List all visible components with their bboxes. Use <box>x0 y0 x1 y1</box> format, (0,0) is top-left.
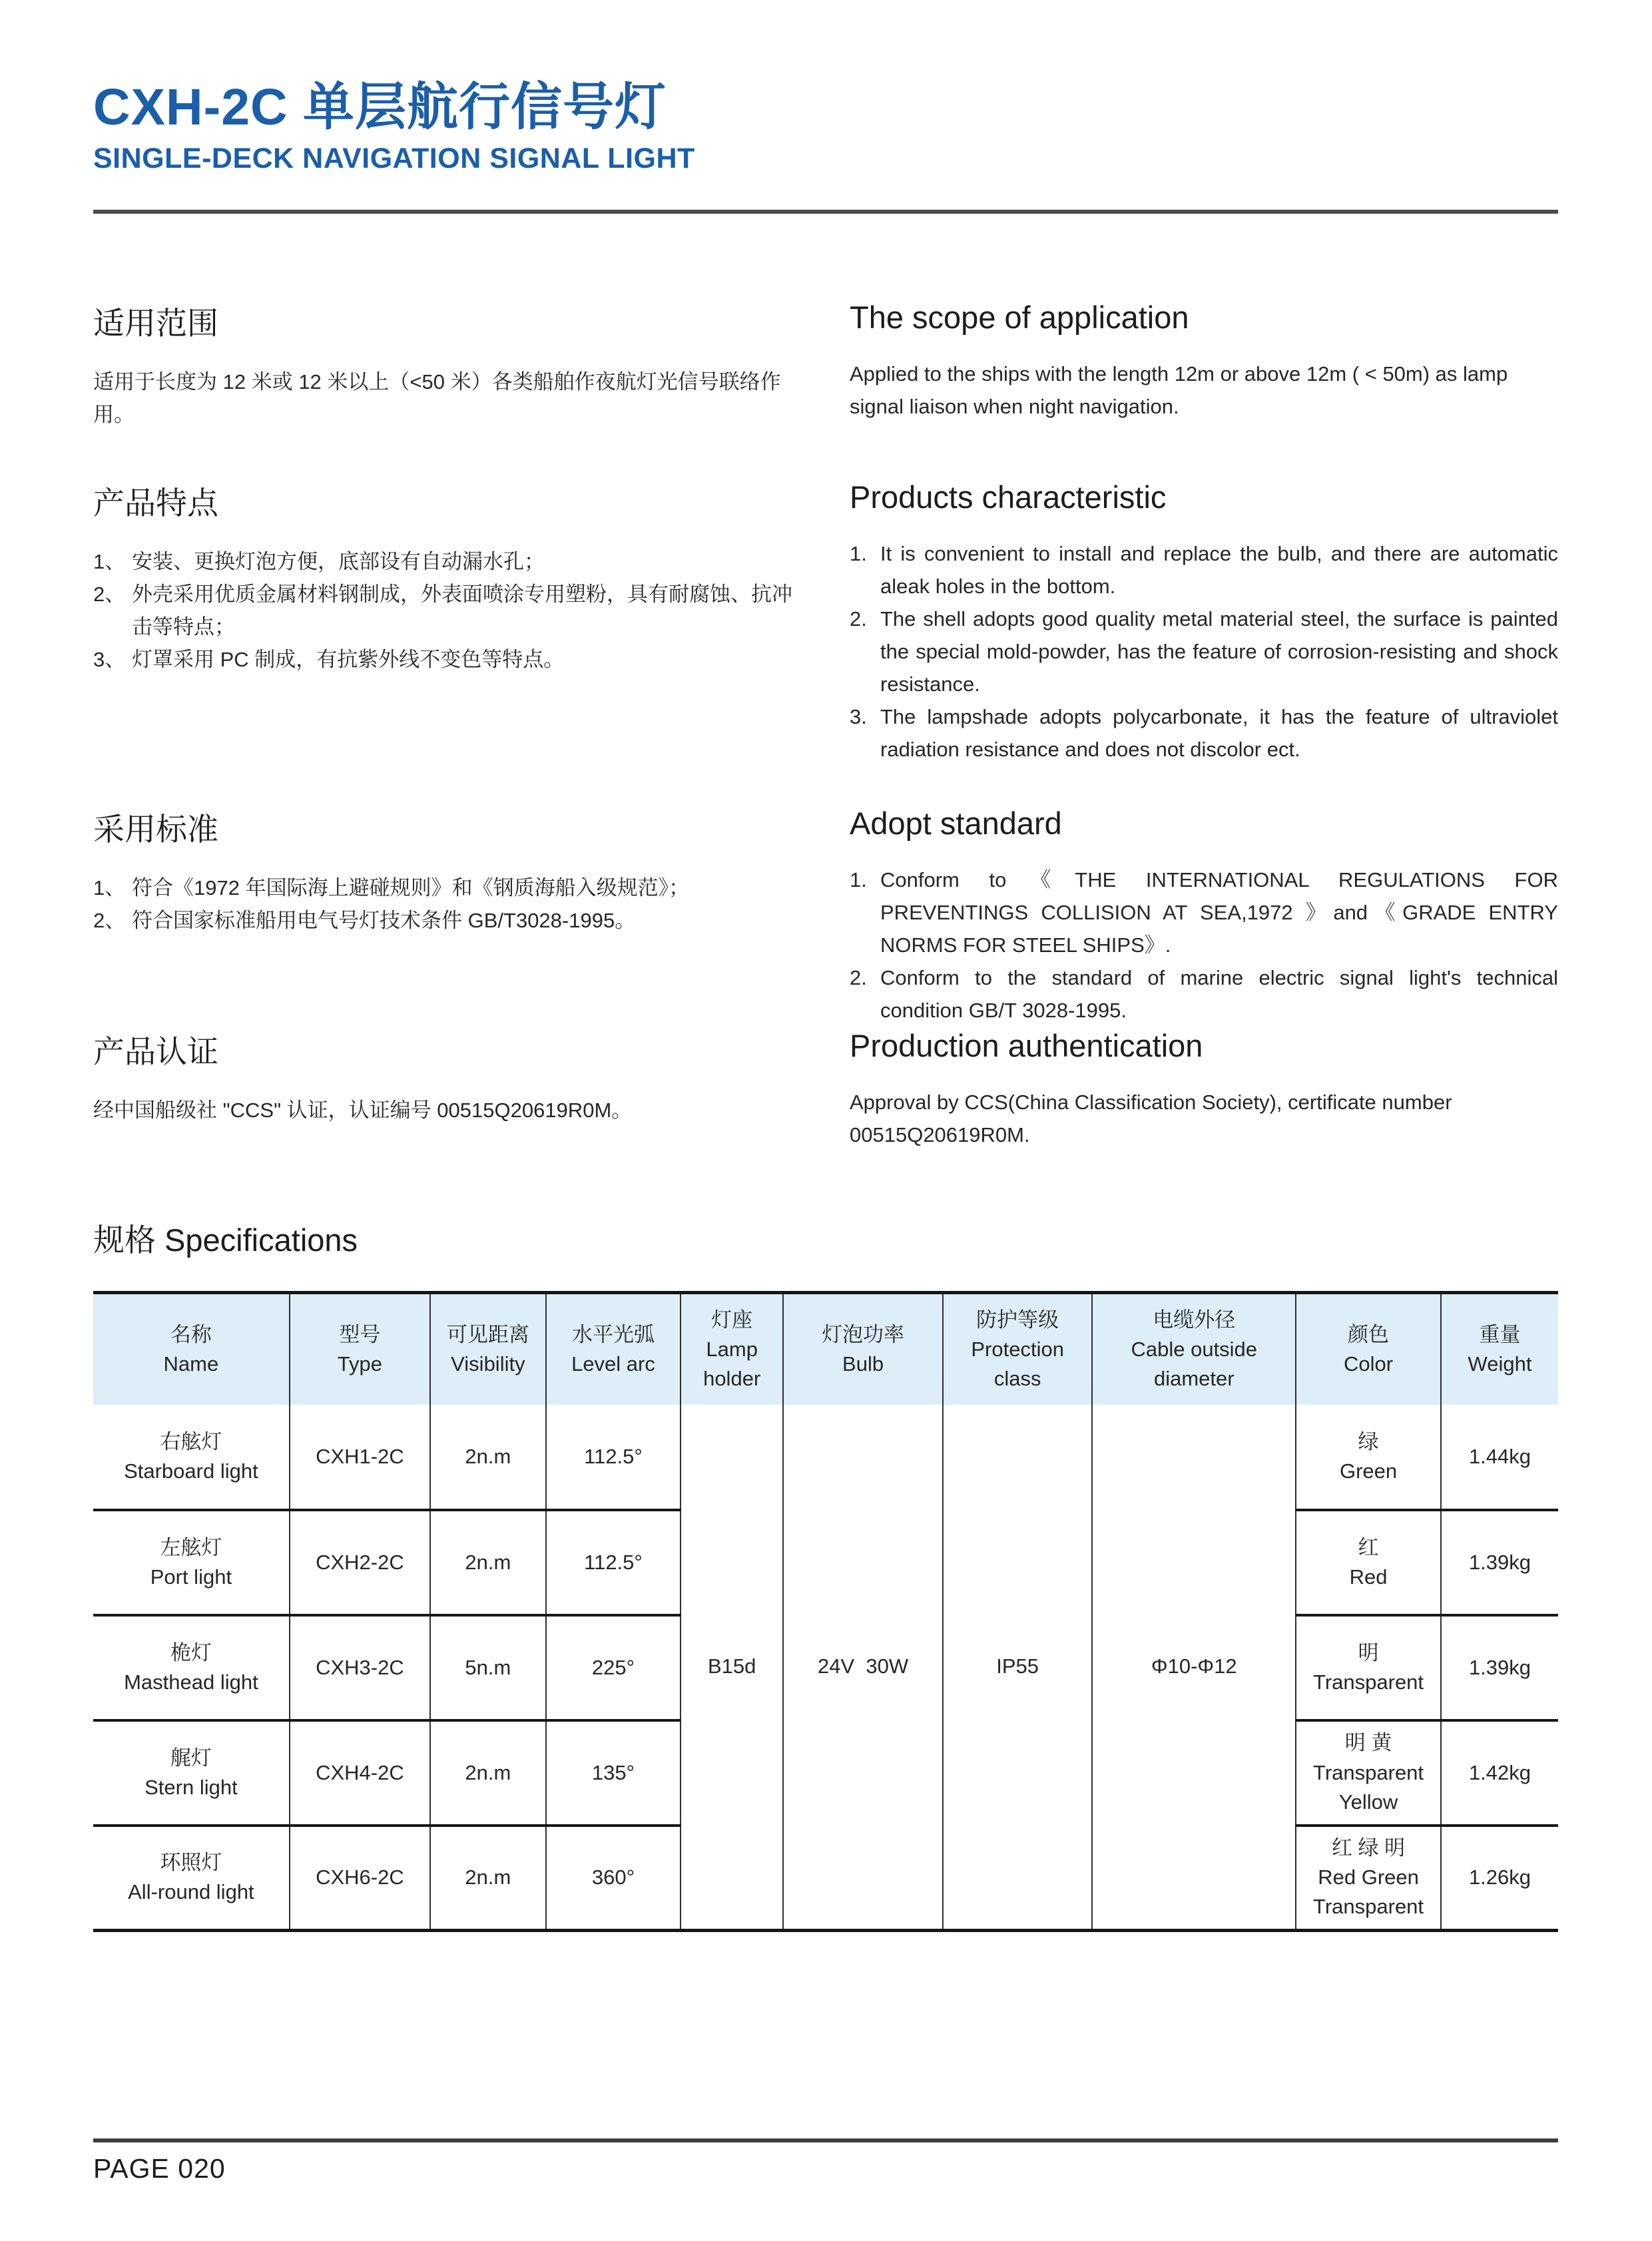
header-color-en: Color <box>1344 1352 1394 1375</box>
header-type-cn: 型号 <box>339 1322 381 1346</box>
header-protection-cn: 防护等级 <box>976 1308 1059 1332</box>
section-standard-cn <box>93 805 802 1027</box>
list-item <box>93 546 802 579</box>
list-item <box>850 538 1558 603</box>
scope-heading-en: The scope of application <box>850 300 1189 336</box>
page-footer <box>93 2138 1558 2184</box>
list-marker: 2. <box>850 966 867 990</box>
cell-name-en: Masthead light <box>124 1670 258 1694</box>
header-lamp-holder-en: Lamp holder <box>703 1337 761 1390</box>
header-bulb <box>783 1293 943 1405</box>
section-specifications <box>93 1216 1558 1932</box>
header-lamp-holder <box>681 1293 783 1405</box>
cell-color-en: Transparent Yellow <box>1313 1760 1424 1814</box>
cell-weight: 1.39kg <box>1441 1615 1558 1720</box>
header-visibility-cn: 可见距离 <box>446 1322 529 1346</box>
cell-type: CXH1-2C <box>290 1405 430 1510</box>
cell-name-cn: 右舷灯 <box>160 1429 222 1453</box>
cell-weight: 1.44kg <box>1468 1444 1531 1468</box>
list-item <box>850 864 1558 962</box>
header-cable <box>1092 1293 1296 1405</box>
features-heading-cn: 产品特点 <box>93 485 218 521</box>
list-marker: 3、 <box>93 648 126 672</box>
page-number: PAGE 020 <box>93 2153 226 2184</box>
standard-heading-en: Adopt standard <box>850 806 1062 842</box>
cell-color <box>1296 1615 1441 1720</box>
cell-visibility: 2n.m <box>430 1405 546 1510</box>
cell-color <box>1296 1826 1441 1931</box>
cell-name <box>93 1405 290 1510</box>
cell-type: CXH3-2C <box>290 1615 430 1720</box>
cell-name-en: Starboard light <box>124 1459 258 1483</box>
header-level-arc-cn: 水平光弧 <box>571 1322 655 1346</box>
cell-type: CXH6-2C <box>290 1826 430 1931</box>
cell-visibility: 2n.m <box>430 1510 546 1615</box>
page-title: CXH-2C 单层航行信号灯 <box>93 79 667 136</box>
list-text: It is convenient to install and replace the bulb, and there are automatic aleak holes in the bottom. <box>880 542 1558 599</box>
cell-color-en: Green <box>1339 1459 1398 1483</box>
cell-color-cn: 明 <box>1358 1640 1379 1664</box>
cell-level-arc: 112.5° <box>546 1405 681 1510</box>
list-text: 外壳采用优质金属材料钢制成，外表面喷涂专用塑粉，具有耐腐蚀、抗冲击等特点； <box>132 583 792 639</box>
cell-protection: IP55 <box>943 1405 1092 1931</box>
list-marker: 1. <box>850 542 867 566</box>
cell-color-cn: 红 <box>1358 1535 1379 1559</box>
header-bulb-en: Bulb <box>842 1352 884 1375</box>
section-scope-cn <box>93 299 802 479</box>
cell-weight: 1.39kg <box>1441 1510 1558 1615</box>
header-name-cn: 名称 <box>170 1322 212 1346</box>
list-text: 符合国家标准船用电气号灯技术条件 GB/T3028-1995。 <box>132 909 636 933</box>
cell-name-en: Stern light <box>144 1775 238 1799</box>
cell-name-cn: 左舷灯 <box>160 1535 222 1559</box>
cell-color-cn: 红 绿 明 <box>1331 1836 1406 1860</box>
list-text: The lampshade adopts polycarbonate, it has the feature of ultraviolet radiation resistance and does not discolor ect. <box>880 705 1558 762</box>
cell-bulb: 24V 30W <box>783 1405 943 1931</box>
header-level-arc <box>546 1293 681 1405</box>
features-heading-en: Products characteristic <box>850 479 1167 515</box>
list-item <box>93 905 802 937</box>
section-authentication-cn <box>93 1027 802 1152</box>
list-item <box>850 962 1558 1027</box>
header-level-arc-en: Level arc <box>571 1352 655 1375</box>
cell-type: CXH2-2C <box>290 1510 430 1615</box>
cell-name-en: All-round light <box>128 1880 254 1904</box>
cell-level-arc: 225° <box>546 1615 681 1720</box>
list-marker: 1、 <box>93 550 126 574</box>
cell-weight: 1.26kg <box>1441 1826 1558 1931</box>
header-cable-cn: 电缆外径 <box>1153 1308 1236 1332</box>
header-name-en: Name <box>163 1352 219 1375</box>
header-weight-en: Weight <box>1468 1352 1532 1375</box>
header-color-cn: 颜色 <box>1348 1322 1390 1346</box>
header-type-en: Type <box>337 1352 382 1375</box>
cell-name <box>93 1720 290 1826</box>
header-visibility <box>430 1293 546 1405</box>
page-subtitle: SINGLE-DECK NAVIGATION SIGNAL LIGHT <box>93 142 695 175</box>
cell-color <box>1296 1405 1441 1510</box>
cell-name <box>93 1615 290 1720</box>
content-columns <box>93 299 1558 1152</box>
header-bulb-cn: 灯泡功率 <box>822 1322 905 1346</box>
header-lamp-holder-cn: 灯座 <box>711 1308 753 1332</box>
list-marker: 1、 <box>93 876 126 900</box>
list-item <box>850 701 1558 766</box>
list-item <box>850 603 1558 701</box>
cell-color-en: Red <box>1349 1565 1388 1589</box>
cell-visibility: 2n.m <box>430 1826 546 1931</box>
section-standard-en <box>850 805 1558 1027</box>
cell-color-en: Transparent <box>1313 1670 1424 1694</box>
header-weight-cn: 重量 <box>1479 1322 1521 1346</box>
authentication-heading-cn: 产品认证 <box>93 1034 218 1070</box>
list-marker: 2、 <box>93 909 126 933</box>
cell-color-cn: 明 黄 <box>1344 1731 1392 1755</box>
specifications-table <box>93 1291 1558 1932</box>
standard-heading-cn: 采用标准 <box>93 812 218 848</box>
section-authentication-en <box>850 1027 1558 1152</box>
cell-weight: 1.42kg <box>1441 1720 1558 1826</box>
cell-color <box>1296 1510 1441 1615</box>
cell-visibility: 2n.m <box>430 1720 546 1826</box>
list-text: 符合《1972 年国际海上避碰规则》和《钢质海船入级规范》； <box>132 876 690 900</box>
list-text: The shell adopts good quality metal material steel, the surface is painted the special mold-powder, has the feature of corrosion-resisting and shock resistance. <box>880 607 1558 696</box>
list-marker: 1. <box>850 868 867 892</box>
cell-level-arc: 135° <box>546 1720 681 1826</box>
cell-lamp-holder: B15d <box>681 1405 783 1931</box>
scope-body-cn: 适用于长度为 12 米或 12 米以上（<50 米）各类船舶作夜航灯光信号联络作用。 <box>93 370 781 427</box>
header-name <box>93 1293 290 1405</box>
header-protection-en: Protection class <box>971 1337 1064 1390</box>
cell-name-cn: 环照灯 <box>160 1851 222 1875</box>
cell-level-arc: 360° <box>546 1826 681 1931</box>
cell-name <box>93 1510 290 1615</box>
cell-visibility: 5n.m <box>430 1615 546 1720</box>
header-weight <box>1441 1293 1558 1405</box>
authentication-body-cn: 经中国船级社 "CCS" 认证，认证编号 00515Q20619R0M。 <box>93 1099 633 1122</box>
list-text: 灯罩采用 PC 制成，有抗紫外线不变色等特点。 <box>132 648 565 672</box>
section-scope-en <box>850 299 1558 479</box>
cell-name-cn: 桅灯 <box>170 1640 212 1664</box>
header-protection <box>943 1293 1092 1405</box>
scope-body-en: Applied to the ships with the length 12m or above 12m ( < 50m) as lamp signal liaison when night navigation. <box>850 362 1508 419</box>
cell-name <box>93 1826 290 1931</box>
table-header-row <box>93 1293 1558 1405</box>
list-text: 安装、更换灯泡方便，底部设有自动漏水孔； <box>132 550 545 574</box>
list-marker: 2、 <box>93 583 126 607</box>
specifications-heading: 规格 Specifications <box>93 1222 358 1258</box>
header-color <box>1296 1293 1441 1405</box>
list-text: Conform to the standard of marine electric signal light's technical condition GB/T 3028-1995. <box>880 966 1558 1023</box>
section-features-cn <box>93 479 802 805</box>
authentication-body-en: Approval by CCS(China Classification Society), certificate number 00515Q20619R0M. <box>850 1091 1452 1147</box>
cell-color <box>1296 1720 1441 1826</box>
header-cable-en: Cable outside diameter <box>1131 1337 1258 1390</box>
list-item <box>93 579 802 644</box>
header-type <box>290 1293 430 1405</box>
authentication-heading-en: Production authentication <box>850 1028 1203 1064</box>
title-divider <box>93 210 1558 214</box>
title-block <box>93 79 1558 214</box>
header-visibility-en: Visibility <box>451 1352 525 1375</box>
list-item <box>93 872 802 905</box>
list-item <box>93 644 802 676</box>
cell-cable: Φ10-Φ12 <box>1092 1405 1296 1931</box>
section-features-en <box>850 479 1558 805</box>
cell-color-en: Red Green Transparent <box>1313 1866 1424 1919</box>
list-marker: 3. <box>850 705 867 729</box>
cell-color-cn: 绿 <box>1358 1429 1379 1453</box>
list-text: Conform to《THE INTERNATIONAL REGULATIONS FOR PREVENTINGS COLLISION AT SEA,1972 》and《GRADE ENTRY NORMS FOR STEEL SHIPS》. <box>880 868 1558 957</box>
cell-type: CXH4-2C <box>290 1720 430 1826</box>
table-row-starboard <box>93 1405 1558 1510</box>
scope-heading-cn: 适用范围 <box>93 306 218 342</box>
cell-level-arc: 112.5° <box>546 1510 681 1615</box>
list-marker: 2. <box>850 607 867 631</box>
cell-name-en: Port light <box>150 1565 232 1589</box>
cell-name-cn: 艉灯 <box>170 1746 212 1770</box>
